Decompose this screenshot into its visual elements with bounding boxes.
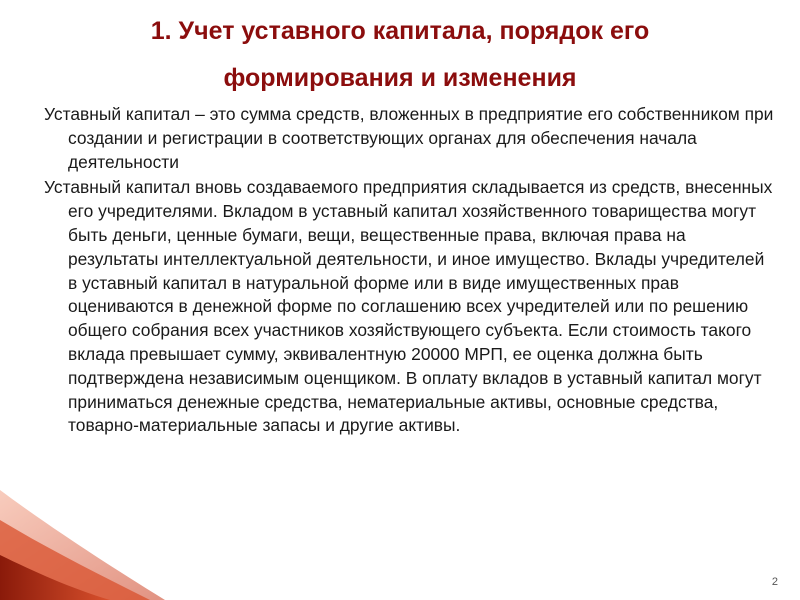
slide-title-line-2: формирования и изменения	[223, 64, 577, 92]
paragraph-definition: Уставный капитал – это сумма средств, вложенных в предприятие его собственником при создании и регистрации в соответствующих органах для обеспечения начала деятельности	[44, 104, 774, 172]
slide-title	[40, 8, 760, 102]
paragraph-formation: Уставный капитал вновь создаваемого предприятия складывается из средств, внесенных его учредителями. Вкладом в уставный капитал хозяйственного товарищества могут быть деньги, ценные бумаги, вещи, вещественные права, включая права на результаты интеллектуальной деятельности, и иное имущество. Вклады учредителей в уставный капитал в натуральной форме или в виде имущественных прав оцениваются в денежной форме по соглашению всех учредителей или по решению общего собрания всех участников хозяйствующего субъекта. Если стоимость такого вклада превышает сумму, эквивалентную 20000 МРП, ее оценка должна быть подтверждена независимым оценщиком. В оплату вкладов в уставный капитал могут приниматься денежные средства, нематериальные активы, основные средства, товарно-материальные запасы и другие активы.	[44, 177, 773, 436]
slide-title-line-1: 1. Учет уставного капитала, порядок его	[150, 17, 650, 45]
corner-swoosh-decoration	[0, 480, 170, 600]
slide-body	[44, 103, 774, 440]
page-number: 2	[771, 576, 778, 588]
